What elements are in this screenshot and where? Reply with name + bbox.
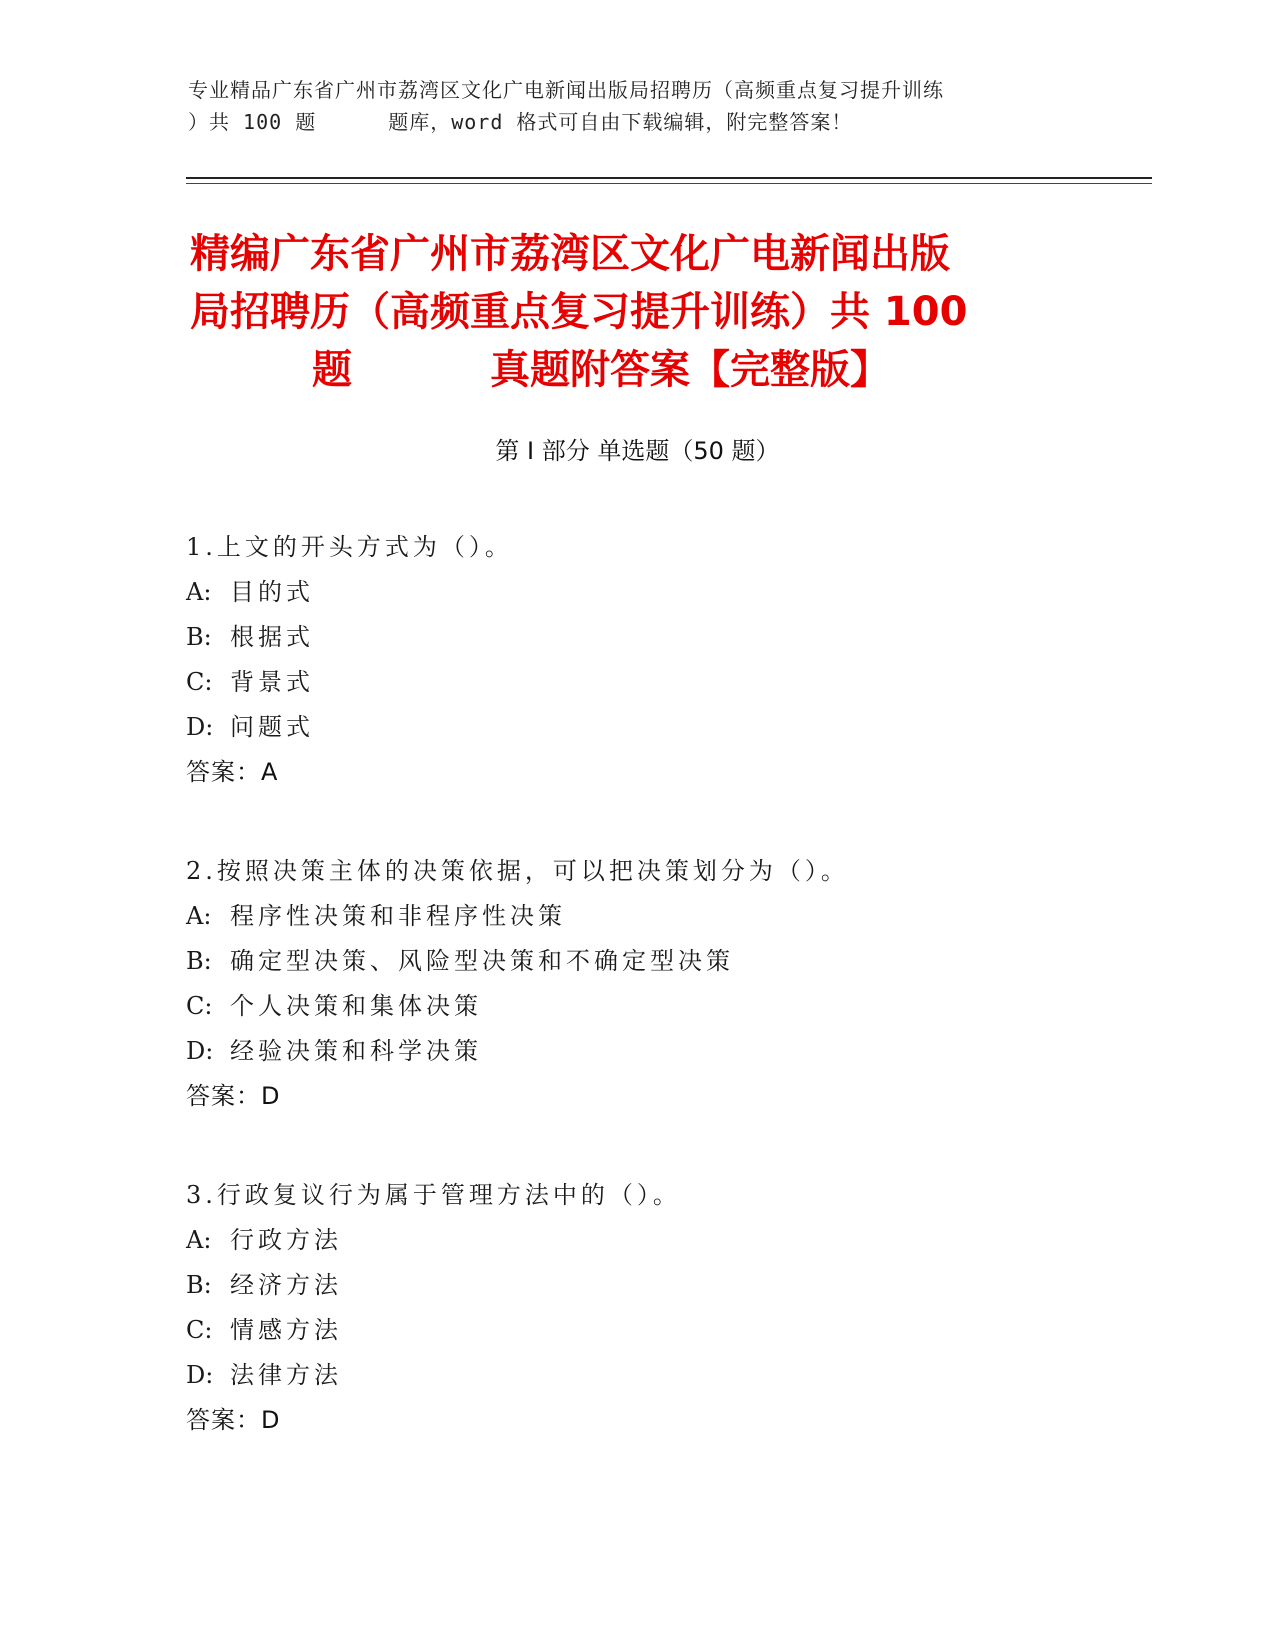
option-text: 根据式 [230,623,314,651]
page-header [188,74,1088,138]
option-a [186,570,1146,615]
header-line-2-end: 题库，word 格式可自由下载编辑，附完整答案！ [388,110,853,134]
header-line-2 [188,106,1088,138]
option-a [186,1218,1146,1263]
question-list [186,525,1146,1443]
option-b [186,615,1146,660]
option-letter: A: [186,578,212,606]
option-text: 程序性决策和非程序性决策 [230,902,566,930]
option-b [186,1263,1146,1308]
option-letter: D: [186,1361,214,1389]
option-text: 背景式 [230,668,314,696]
option-letter: C: [186,668,213,696]
title-line-3-start: 题 [312,347,352,393]
option-letter: C: [186,1316,213,1344]
option-letter: A: [186,1226,212,1254]
document-title [190,225,1090,399]
answer-line: 答案：A [186,758,279,786]
option-text: 目的式 [230,578,314,606]
option-letter: A: [186,902,212,930]
question-stem: 2.按照决策主体的决策依据，可以把决策划分为（）。 [186,857,849,885]
option-b [186,939,1146,984]
option-text: 个人决策和集体决策 [230,992,482,1020]
option-letter: B: [186,623,212,651]
option-text: 问题式 [230,713,314,741]
title-line-2: 局招聘历（高频重点复习提升训练）共 100 [190,289,968,335]
answer-line: 答案：D [186,1406,281,1434]
option-letter: D: [186,713,214,741]
option-text: 经验决策和科学决策 [230,1037,482,1065]
option-text: 法律方法 [230,1361,342,1389]
header-line-2-start: ）共 100 题 [188,110,317,134]
question-2 [186,849,1146,1119]
option-a [186,894,1146,939]
option-c [186,1308,1146,1353]
option-text: 行政方法 [230,1226,342,1254]
title-line-3 [190,341,1090,399]
option-letter: B: [186,1271,212,1299]
title-line-3-end: 真题附答案【完整版】 [490,347,890,393]
option-text: 情感方法 [230,1316,342,1344]
title-line-1: 精编广东省广州市荔湾区文化广电新闻出版 [190,231,950,277]
option-c [186,984,1146,1029]
section-heading: 第 I 部分 单选题（50 题） [495,437,780,465]
option-d [186,1353,1146,1398]
question-1 [186,525,1146,795]
option-text: 经济方法 [230,1271,342,1299]
option-c [186,660,1146,705]
answer-line: 答案：D [186,1082,281,1110]
header-rule-thick [186,177,1152,179]
option-d [186,1029,1146,1074]
question-stem: 3.行政复议行为属于管理方法中的（）。 [186,1181,681,1209]
option-d [186,705,1146,750]
header-rule-thin [186,183,1152,184]
option-text: 确定型决策、风险型决策和不确定型决策 [230,947,734,975]
question-3 [186,1173,1146,1443]
question-stem: 1.上文的开头方式为（）。 [186,533,513,561]
header-line-1: 专业精品广东省广州市荔湾区文化广电新闻出版局招聘历（高频重点复习提升训练 [188,78,944,102]
option-letter: B: [186,947,212,975]
option-letter: D: [186,1037,214,1065]
option-letter: C: [186,992,213,1020]
